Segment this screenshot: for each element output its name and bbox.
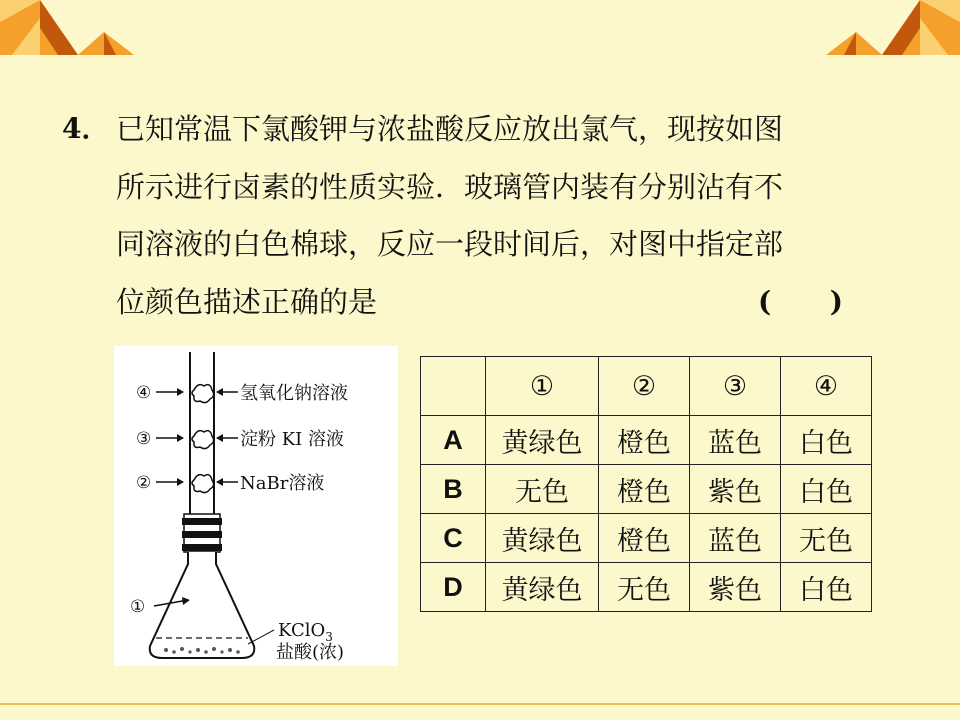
- table-cell: 紫色: [690, 465, 781, 514]
- table-cell: 黄绿色: [486, 563, 599, 612]
- marker-1: ①: [130, 597, 146, 617]
- table-cell: 白色: [781, 416, 872, 465]
- question-line-3: 同溶液的白色棉球，反应一段时间后，对图中指定部: [116, 227, 784, 261]
- table-header-row: [421, 357, 872, 416]
- table-cell: 黄绿色: [486, 514, 599, 563]
- header-cell-4: ④: [781, 357, 872, 416]
- table-cell: 无色: [599, 563, 690, 612]
- header-cell-1: ①: [486, 357, 599, 416]
- table-cell: 蓝色: [690, 514, 781, 563]
- option-label-d: D: [421, 563, 486, 612]
- bottom-rule: [0, 703, 960, 705]
- table-cell: 黄绿色: [486, 416, 599, 465]
- option-label-a: A: [421, 416, 486, 465]
- marker-2: ②: [136, 473, 152, 493]
- option-label-b: B: [421, 465, 486, 514]
- question-line-4: 位颜色描述正确的是: [116, 285, 378, 319]
- header-cell-2: ②: [599, 357, 690, 416]
- label-starch-ki-solution: 淀粉 KI 溶液: [240, 429, 345, 450]
- options-table: [420, 356, 872, 612]
- table-cell: 紫色: [690, 563, 781, 612]
- marker-4: ④: [136, 383, 152, 403]
- table-cell: 无色: [486, 465, 599, 514]
- table-cell: 橙色: [599, 514, 690, 563]
- table-row: [421, 465, 872, 514]
- label-conc-hcl: 盐酸(浓): [276, 642, 345, 663]
- table-row: [421, 416, 872, 465]
- label-nabr-solution: NaBr溶液: [240, 473, 325, 494]
- table-cell: 蓝色: [690, 416, 781, 465]
- table-cell: 白色: [781, 563, 872, 612]
- table-row: [421, 514, 872, 563]
- corner-decoration-left: [0, 0, 140, 55]
- question-line-2: 所示进行卤素的性质实验．玻璃管内装有分别沾有不: [116, 170, 784, 204]
- header-cell-empty: [421, 357, 486, 416]
- label-naoh-solution: 氢氧化钠溶液: [240, 383, 348, 404]
- option-label-c: C: [421, 514, 486, 563]
- header-cell-3: ③: [690, 357, 781, 416]
- table-cell: 白色: [781, 465, 872, 514]
- answer-parentheses: ( ): [758, 285, 843, 318]
- table-cell: 橙色: [599, 465, 690, 514]
- marker-3: ③: [136, 429, 152, 449]
- table-cell: 橙色: [599, 416, 690, 465]
- table-cell: 无色: [781, 514, 872, 563]
- corner-decoration-right: [820, 0, 960, 55]
- table-row: [421, 563, 872, 612]
- question-line-1: 已知常温下氯酸钾与浓盐酸反应放出氯气，现按如图: [116, 112, 784, 146]
- apparatus-figure: [114, 346, 398, 666]
- label-kclo3: KClO$_3$: [278, 620, 333, 644]
- question-number: 4．: [62, 112, 110, 145]
